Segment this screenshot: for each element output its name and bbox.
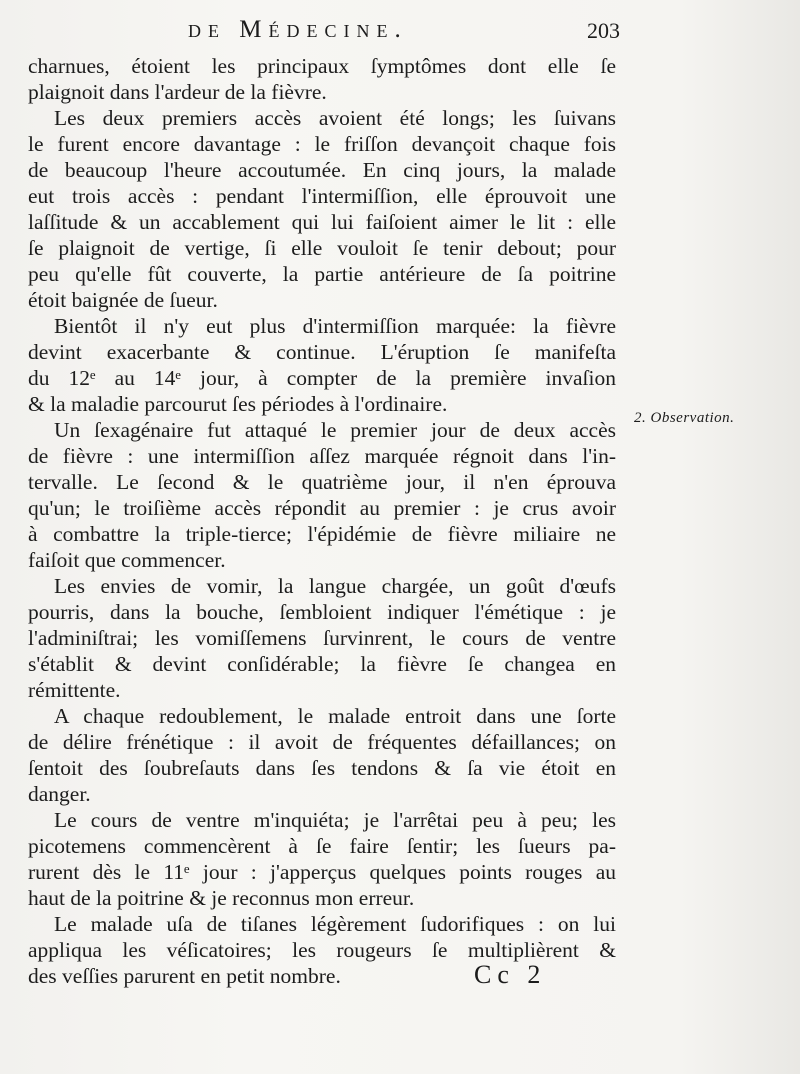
paragraph [28, 313, 616, 417]
text-line: faiſoit que commencer. [28, 548, 226, 572]
paragraph [28, 573, 616, 703]
text-line: pourris, dans la bouche, ſembloient indiquer l'émétique : je [28, 600, 616, 624]
text-line: Le malade uſa de tiſanes légèrement ſudorifiques : on lui [54, 912, 616, 936]
body-text [28, 53, 616, 989]
paragraph [28, 703, 616, 807]
text-line: Le cours de ventre m'inquiéta; je l'arrêtai peu à peu; les [54, 808, 616, 832]
signature-mark: Cc 2 [474, 960, 547, 989]
paragraph [28, 105, 616, 313]
text-line: à combattre la triple-tierce; l'épidémie de fièvre miliaire ne [28, 522, 616, 546]
text-line: le furent encore davantage : le friſſon devançoit chaque fois [28, 132, 616, 156]
text-line: charnues, étoient les principaux ſymptômes dont elle ſe [28, 54, 616, 78]
text-line: appliqua les véſicatoires; les rougeurs ſe multiplièrent & [28, 938, 616, 962]
text-line: laſſitude & un accablement qui lui faiſoient aimer le lit : elle [28, 210, 616, 234]
text-line: plaignoit dans l'ardeur de la fièvre. [28, 80, 327, 104]
text-line: Les deux premiers accès avoient été longs; les ſuivans [54, 106, 616, 130]
text-line: de beaucoup l'heure accoutumée. En cinq jours, la malade [28, 158, 616, 182]
text-line: haut de la poitrine & je reconnus mon erreur. [28, 886, 415, 910]
running-head [150, 14, 620, 54]
text-line: Bientôt il n'y eut plus d'intermiſſion marquée: la fièvre [54, 314, 616, 338]
text-line: de fièvre : une intermiſſion aſſez marquée régnoit dans l'in- [28, 444, 616, 468]
text-line: ſe plaignoit de vertige, ſi elle vouloit ſe tenir debout; pour [28, 236, 616, 260]
text-line: & la maladie parcourut ſes périodes à l'ordinaire. [28, 392, 448, 416]
text-line: ſentoit des ſoubreſauts dans ſes tendons & ſa vie étoit en [28, 756, 616, 780]
text-line: peu qu'elle fût couverte, la partie antérieure de ſa poitrine [28, 262, 616, 286]
text-line: l'adminiſtrai; les vomiſſemens ſurvinrent, le cours de ventre [28, 626, 616, 650]
text-line: devint exacerbante & continue. L'éruption ſe manifeſta [28, 340, 616, 364]
text-line: rurent dès le 11ᵉ jour : j'apperçus quelques points rouges au [28, 860, 616, 884]
text-line: de délire frénétique : il avoit de fréquentes défaillances; on [28, 730, 616, 754]
text-line: picotemens commencèrent à ſe faire ſentir; les ſueurs pa- [28, 834, 616, 858]
text-line: étoit baignée de ſueur. [28, 288, 218, 312]
text-line: eut trois accès : pendant l'intermiſſion, elle éprouvoit une [28, 184, 616, 208]
text-line: qu'un; le troiſième accès répondit au premier : je crus avoir [28, 496, 616, 520]
paragraph [28, 417, 616, 573]
margin-note: 2. Observation. [634, 410, 735, 426]
paragraph [28, 53, 616, 105]
text-line: A chaque redoublement, le malade entroit dans une ſorte [54, 704, 616, 728]
text-line: des veſſies parurent en petit nombre. [28, 964, 341, 988]
text-line: danger. [28, 782, 91, 806]
text-line: tervalle. Le ſecond & le quatrième jour, il n'en éprouva [28, 470, 616, 494]
text-line: du 12ᵉ au 14ᵉ jour, à compter de la première invaſion [28, 366, 616, 390]
text-line: Les envies de vomir, la langue chargée, un goût d'œufs [54, 574, 616, 598]
page-number: 203 [587, 18, 620, 43]
running-head-title: de Médecine. [188, 16, 408, 43]
text-line: rémittente. [28, 678, 121, 702]
text-line: s'établit & devint conſidérable; la fièvre ſe changea en [28, 652, 616, 676]
text-line: Un ſexagénaire fut attaqué le premier jour de deux accès [54, 418, 616, 442]
paragraph [28, 807, 616, 911]
